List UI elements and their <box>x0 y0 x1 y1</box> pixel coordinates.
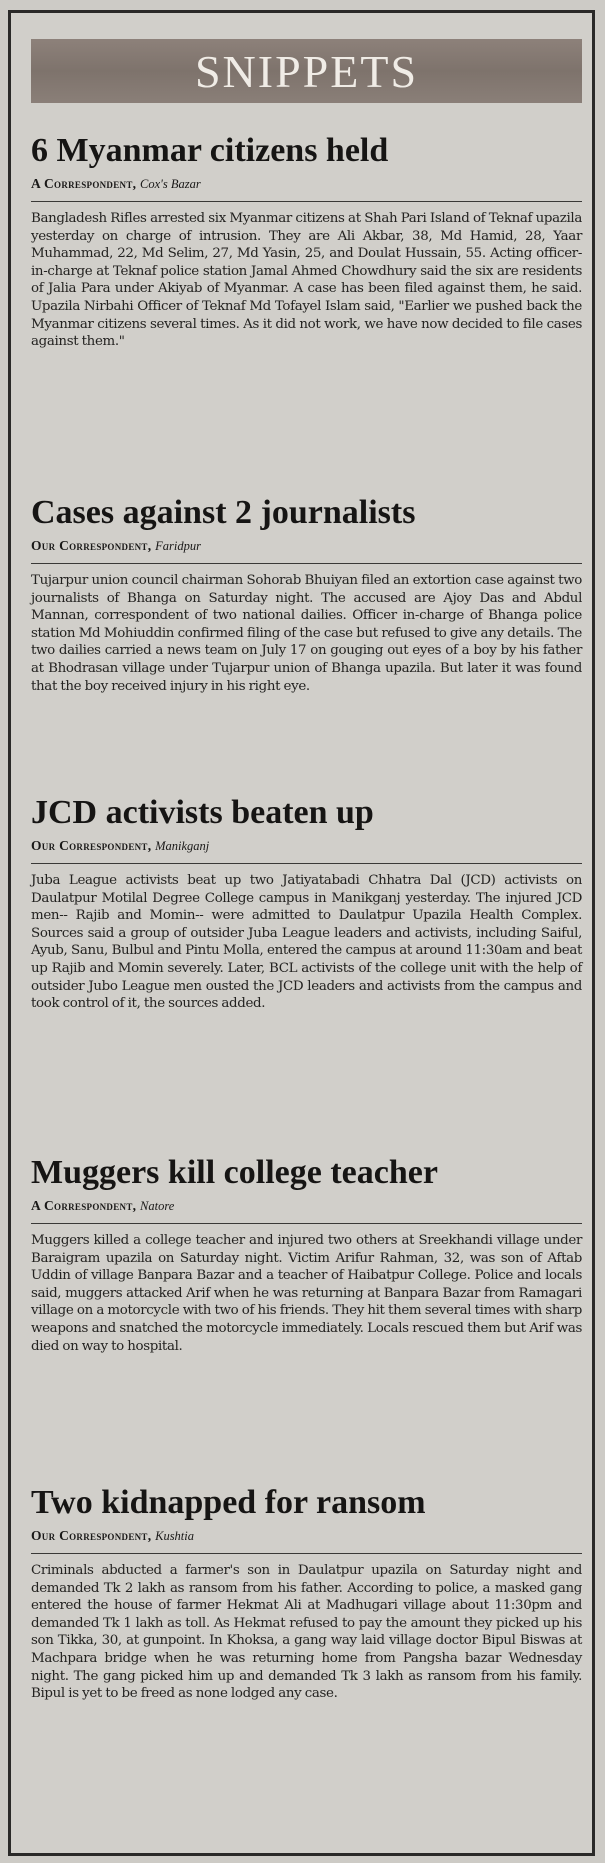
story-byline <box>31 537 582 555</box>
story-headline: 6 Myanmar citizens held <box>31 132 389 169</box>
byline-author: A Correspondent, <box>31 1198 137 1213</box>
story-headline: Two kidnapped for ransom <box>31 1484 426 1521</box>
news-story <box>31 1153 582 1355</box>
divider-rule <box>31 1553 582 1554</box>
story-byline <box>31 837 582 855</box>
story-headline: Muggers kill college teacher <box>31 1154 438 1191</box>
byline-location: Kushtia <box>155 1529 195 1543</box>
page-frame <box>8 10 595 1856</box>
story-body: Criminals abducted a farmer's son in Daulatpur upazila on Saturday night and demanded Tk 2 lakh as ransom from his father. According to police, a masked gang entered the house of farmer Hekmat Ali at Madhugari village about 11:30pm and demanded Tk 1 lakh as toll. As Hekmat refused to pay the amount they picked up his son Tikka, 30, at gunpoint. In Khoksa, a gang way laid village doctor Bipul Biswas at Machpara bridge when he was returning home from Pangsha bazar Wednesday night. The gang picked him up and demanded Tk 3 lakh as ransom from his family. Bipul is yet to be freed as none lodged any case. <box>31 1563 582 1702</box>
news-story <box>31 1483 582 1703</box>
story-body: Juba League activists beat up two Jatiyatabadi Chhatra Dal (JCD) activists on Daulatpur Motilal Degree College campus in Manikganj yesterday. The injured JCD men-- Rajib and Momin-- were admitted to Daulatpur Upazila Health Complex. Sources said a group of outsider Juba League leaders and activists, including Saiful, Ayub, Sanu, Bulbul and Pintu Molla, entered the campus at around 11:30am and beat up Rajib and Momin severely. Later, BCL activists of the college unit with the help of outsider Jubo League men ousted the JCD leaders and activists from the campus and took control of it, the sources added. <box>31 873 582 1012</box>
byline-author: Our Correspondent, <box>31 1528 152 1543</box>
story-byline <box>31 1527 582 1545</box>
story-headline: JCD activists beaten up <box>31 794 374 831</box>
story-body: Muggers killed a college teacher and injured two others at Sreekhandi village under Baraigram upazila on Saturday night. Victim Arifur Rahman, 32, was son of Aftab Uddin of village Banpara Bazar and a teacher of Haibatpur College. Police and locals said, muggers attacked Arif when he was returning at Banpara Bazar from Ramagari village on a motorcycle with two of his friends. They hit them several times with sharp weapons and snatched the motorcycle immediately. Locals rescued them but Arif was died on way to hospital. <box>31 1233 582 1354</box>
byline-author: A Correspondent, <box>31 176 137 191</box>
byline-location: Cox's Bazar <box>140 177 201 191</box>
divider-rule <box>31 201 582 202</box>
byline-author: Our Correspondent, <box>31 538 152 553</box>
byline-location: Manikganj <box>155 839 210 853</box>
divider-rule <box>31 1223 582 1224</box>
section-banner <box>31 39 582 103</box>
byline-location: Faridpur <box>155 539 201 553</box>
byline-location: Natore <box>140 1199 175 1213</box>
section-title: SNIPPETS <box>194 46 419 97</box>
story-body: Bangladesh Rifles arrested six Myanmar citizens at Shah Pari Island of Teknaf upazila yesterday on charge of intrusion. They are Ali Akbar, 38, Md Hamid, 28, Yaar Muhammad, 22, Md Selim, 27, Md Yasin, 25, and Doulat Hussain, 55. Acting officer-in-charge at Teknaf police station Jamal Ahmed Chowdhury said the six are residents of Jalia Para under Akiyab of Myanmar. A case has been filed against them, he said. Upazila Nirbahi Officer of Teknaf Md Tofayel Islam said, "Earlier we pushed back the Myanmar citizens several times. As it did not work, we have now decided to file cases against them." <box>31 211 582 350</box>
story-byline <box>31 1197 582 1215</box>
news-story <box>31 131 582 351</box>
news-story <box>31 793 582 1013</box>
divider-rule <box>31 863 582 864</box>
story-byline <box>31 175 582 193</box>
story-body: Tujarpur union council chairman Sohorab Bhuiyan filed an extortion case against two journalists of Bhanga on Saturday night. The accused are Ajoy Das and Abdul Mannan, correspondent of two national dailies. Officer in-charge of Bhanga police station Md Mohiuddin confirmed filing of the case but refused to give any details. The two dailies carried a news team on July 17 on gouging out eyes of a boy by his father at Bhodrasan village under Tujarpur union of Bhanga upazila. But later it was found that the boy received injury in his right eye. <box>31 573 582 694</box>
divider-rule <box>31 563 582 564</box>
byline-author: Our Correspondent, <box>31 838 152 853</box>
news-story <box>31 493 582 695</box>
story-headline: Cases against 2 journalists <box>31 494 416 531</box>
